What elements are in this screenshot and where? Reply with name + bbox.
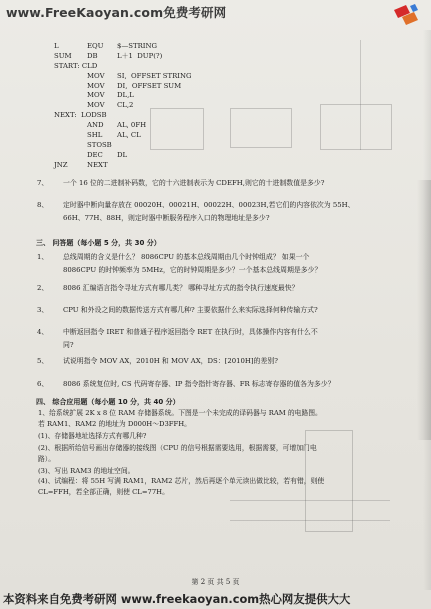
code-operand: $—STRING — [117, 42, 158, 50]
code-opcode: AND — [87, 121, 104, 130]
code-opcode: DEC — [87, 150, 103, 159]
section-4-item-2: (1)、存储器地址选择方式有哪几种? — [38, 432, 147, 440]
code-operand: DI, OFFSET SUM — [117, 81, 182, 90]
bleed-through-line — [230, 520, 390, 521]
bleed-through-box — [320, 104, 392, 150]
code-opcode: MOV — [87, 71, 105, 80]
code-operand: DL,L — [117, 91, 134, 100]
code-opcode: DB — [87, 51, 98, 60]
section-3-title: 三、 问答题（每小题 5 分，共 30 分） — [36, 239, 161, 247]
code-line — [54, 101, 192, 111]
question-number: 8、 — [37, 201, 49, 209]
code-line — [54, 62, 192, 72]
section-4-item-4: (3)、写出 RAM3 的地址空间。 — [38, 467, 135, 475]
code-label: START: CLD — [54, 61, 98, 70]
bleed-through-shadow — [417, 180, 431, 440]
code-line — [54, 42, 192, 52]
code-line — [54, 52, 192, 62]
code-line — [54, 91, 192, 101]
section-4-item-5: (4)、试编程：将 55H 写满 RAM1，RAM2 芯片，然后再逐个单元读出做比较，若有错，则使 CL=FFH，若全部正确，则使 CL=77H。 — [38, 477, 325, 497]
section-4-title: 四、 综合应用题（每小题 10 分，共 40 分） — [36, 398, 180, 406]
question-number: 2、 — [37, 284, 49, 292]
code-line — [54, 161, 192, 171]
question-text: CPU 和外设之间的数据传送方式有哪几种? 主要依据什么来实际选择何种传输方式? — [63, 306, 318, 314]
question-number: 7、 — [37, 179, 49, 187]
bleed-through-line — [230, 500, 390, 501]
site-watermark-header: www.FreeKaoyan.com免费考研网 — [6, 5, 227, 20]
section-4-item-1: 1、给系统扩展 2K x 8 位 RAM 存储器系统。下图是一个未完成的译码器与 RAM 的电路图。 若 RAM1、RAM2 的地址为 D000H～D3FFH。 — [38, 409, 322, 429]
code-line — [54, 111, 192, 121]
question-text: 8086 汇编语言指令寻址方式有哪几类？ 哪种寻址方式的指令执行速度最快？ — [63, 284, 299, 292]
code-opcode: SHL — [87, 131, 103, 140]
code-opcode: EQU — [87, 42, 104, 50]
code-opcode: STOSB — [87, 140, 112, 149]
bleed-through-box — [230, 108, 292, 148]
code-label: JNZ — [54, 160, 68, 169]
code-operand: CL,2 — [117, 101, 134, 110]
code-line — [54, 121, 192, 131]
code-operand: AL, CL — [117, 131, 141, 140]
code-operand: AL, 0FH — [117, 121, 147, 130]
page-number: 第 2 页 共 5 页 — [191, 578, 240, 586]
assembly-code-listing — [54, 42, 192, 171]
question-text: 定时器中断向量存放在 00020H、00021H、00022H、00023H,若它们的内容依次为 55H、 66H、77H、88H，则定时器中断服务程序入口的物理地址是多少? — [63, 201, 355, 222]
question-text: 总线周期的含义是什么？ 8086CPU 的基本总线周期由几个时钟组成？ 如果一个 8086CPU 的时钟频率为 5MHz，它的时钟周期是多少？一个基本总线周期是多少？ — [63, 253, 322, 274]
code-label: SUM — [54, 51, 72, 60]
code-opcode: NEXT — [87, 160, 108, 169]
code-label: NEXT: LODSB — [54, 111, 107, 120]
question-number: 1、 — [37, 253, 49, 261]
question-text: 一个 16 位的二进制补码数，它的十六进制表示为 CDEFH,则它的十进制数值是多少? — [63, 179, 325, 187]
question-text: 8086 系统复位时, CS 代码寄存器、IP 指令指针寄存器、FR 标志寄存器的值各为多少？ — [63, 380, 335, 388]
code-line — [54, 72, 192, 82]
code-opcode: MOV — [87, 101, 105, 110]
code-line — [54, 131, 192, 141]
question-number: 4、 — [37, 328, 49, 336]
code-line — [54, 151, 192, 161]
code-label: L — [54, 42, 59, 50]
code-operand: L＋1 DUP(?) — [117, 51, 163, 60]
section-4-item-3: (2)、根据所给信号画出存储器的接线图（CPU 的信号根据需要选用，根据需要，可增加门电 路）。 — [38, 444, 317, 464]
question-text: 中断返回指令 IRET 和普通子程序返回指令 RET 在执行时，具体操作内容有什么不 同? — [63, 328, 318, 349]
code-opcode: MOV — [87, 81, 105, 90]
question-number: 6、 — [37, 380, 49, 388]
freekaoyan-logo-icon — [391, 2, 421, 28]
bleed-through-line — [360, 40, 361, 150]
code-line — [54, 141, 192, 151]
question-number: 5、 — [37, 357, 49, 365]
code-operand: DL — [117, 150, 128, 159]
question-number: 3、 — [37, 306, 49, 314]
code-opcode: MOV — [87, 91, 105, 100]
code-line — [54, 82, 192, 92]
question-text: 试说明指令 MOV AX，2010H 和 MOV AX，DS：[2010H]的差别? — [63, 357, 278, 365]
site-watermark-footer: 本资料来自免费考研网 www.freekaoyan.com热心网友提供大大 — [3, 592, 351, 606]
code-operand: SI, OFFSET STRING — [117, 71, 192, 80]
